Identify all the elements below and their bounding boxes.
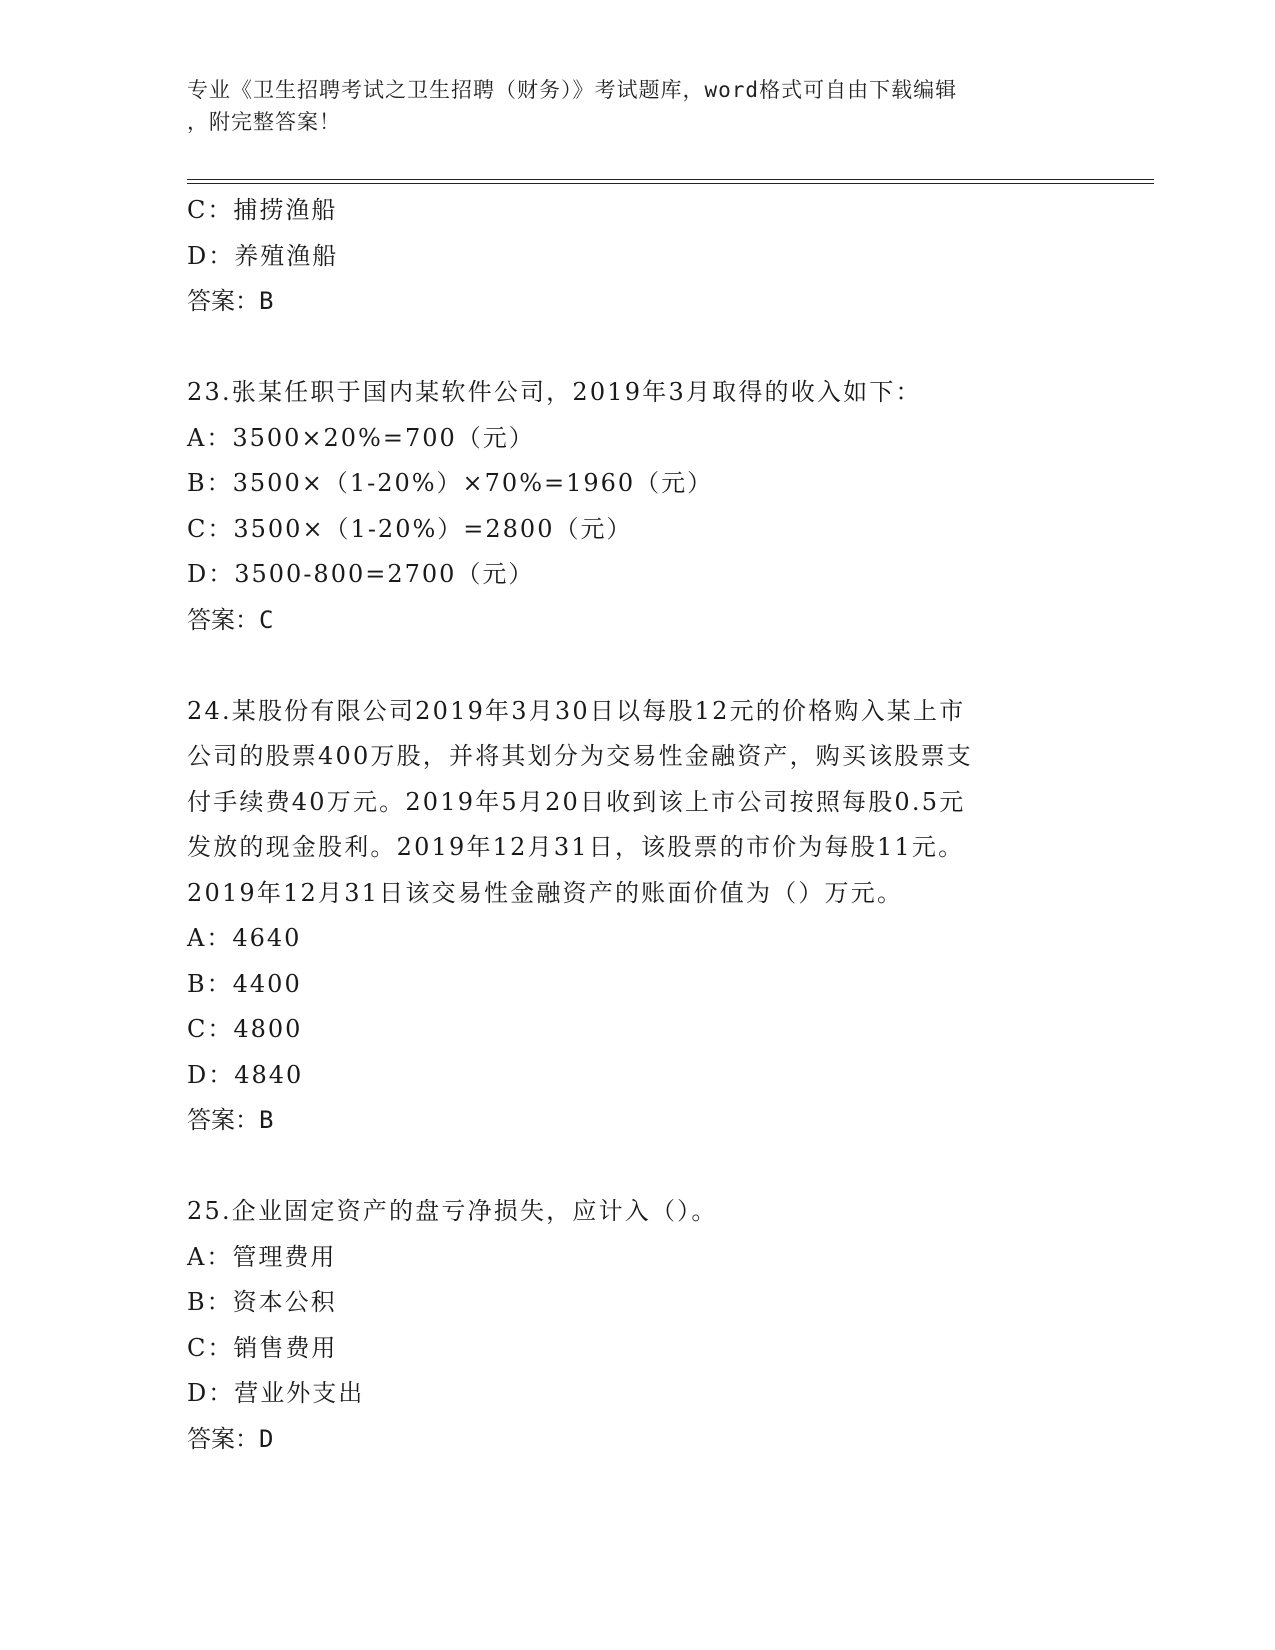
- option-d: D：4840: [187, 1060, 304, 1089]
- question-stem-line: 付手续费40万元。2019年5月20日收到该上市公司按照每股0.5元: [187, 787, 966, 816]
- question-stem: [187, 370, 1087, 416]
- spacer: [187, 325, 1087, 371]
- question-stem-line: 25.企业固定资产的盘亏净损失，应计入（）。: [187, 1197, 718, 1225]
- spacer: [187, 643, 1087, 689]
- question-24: [187, 689, 1087, 1144]
- option-a: A：4640: [187, 924, 302, 952]
- question-stem: [187, 1189, 1087, 1235]
- header-line-1: 专业《卫生招聘考试之卫生招聘（财务）》考试题库，word格式可自由下载编辑: [187, 78, 958, 102]
- option-c: C：销售费用: [187, 1333, 338, 1362]
- answer: 答案：B: [187, 287, 274, 315]
- option-c: C：4800: [187, 1015, 303, 1043]
- answer: 答案：D: [187, 1424, 274, 1453]
- question-stem-line: 24.某股份有限公司2019年3月30日以每股12元的价格购入某上市: [187, 696, 966, 725]
- option-c: C：3500×（1-20%）=2800（元）: [187, 514, 633, 543]
- option-b: B：资本公积: [187, 1288, 337, 1316]
- option-d: D：3500-800=2700（元）: [187, 560, 535, 588]
- option-a: A：管理费用: [187, 1242, 337, 1271]
- option-c: C：捕捞渔船: [187, 196, 338, 224]
- answer: 答案：B: [187, 1106, 274, 1134]
- question-stem-line: 23.张某任职于国内某软件公司，2019年3月取得的收入如下：: [187, 378, 922, 406]
- option-d: D：营业外支出: [187, 1379, 365, 1407]
- header-line-2: ，附完整答案！: [187, 110, 341, 134]
- option-b: B：3500×（1-20%）×70%=1960（元）: [187, 469, 714, 497]
- question-stem-line: 公司的股票400万股，并将其划分为交易性金融资产，购买该股票支: [187, 742, 974, 770]
- question-22-continuation: [187, 188, 1087, 325]
- option-a: A：3500×20%=700（元）: [187, 423, 535, 452]
- question-stem-line: 发放的现金股利。2019年12月31日，该股票的市价为每股11元。: [187, 833, 965, 861]
- question-stem-line: 2019年12月31日该交易性金融资产的账面价值为（）万元。: [187, 878, 904, 907]
- question-stem: [187, 689, 1087, 917]
- option-d: D：养殖渔船: [187, 241, 339, 270]
- page-header: [187, 74, 1067, 138]
- header-divider-bottom: [187, 183, 1154, 184]
- header-divider-top: [187, 179, 1154, 180]
- spacer: [187, 1144, 1087, 1190]
- answer: 答案：C: [187, 605, 274, 634]
- question-25: [187, 1189, 1087, 1462]
- question-23: [187, 370, 1087, 643]
- question-list: [187, 188, 1087, 1462]
- option-b: B：4400: [187, 969, 302, 998]
